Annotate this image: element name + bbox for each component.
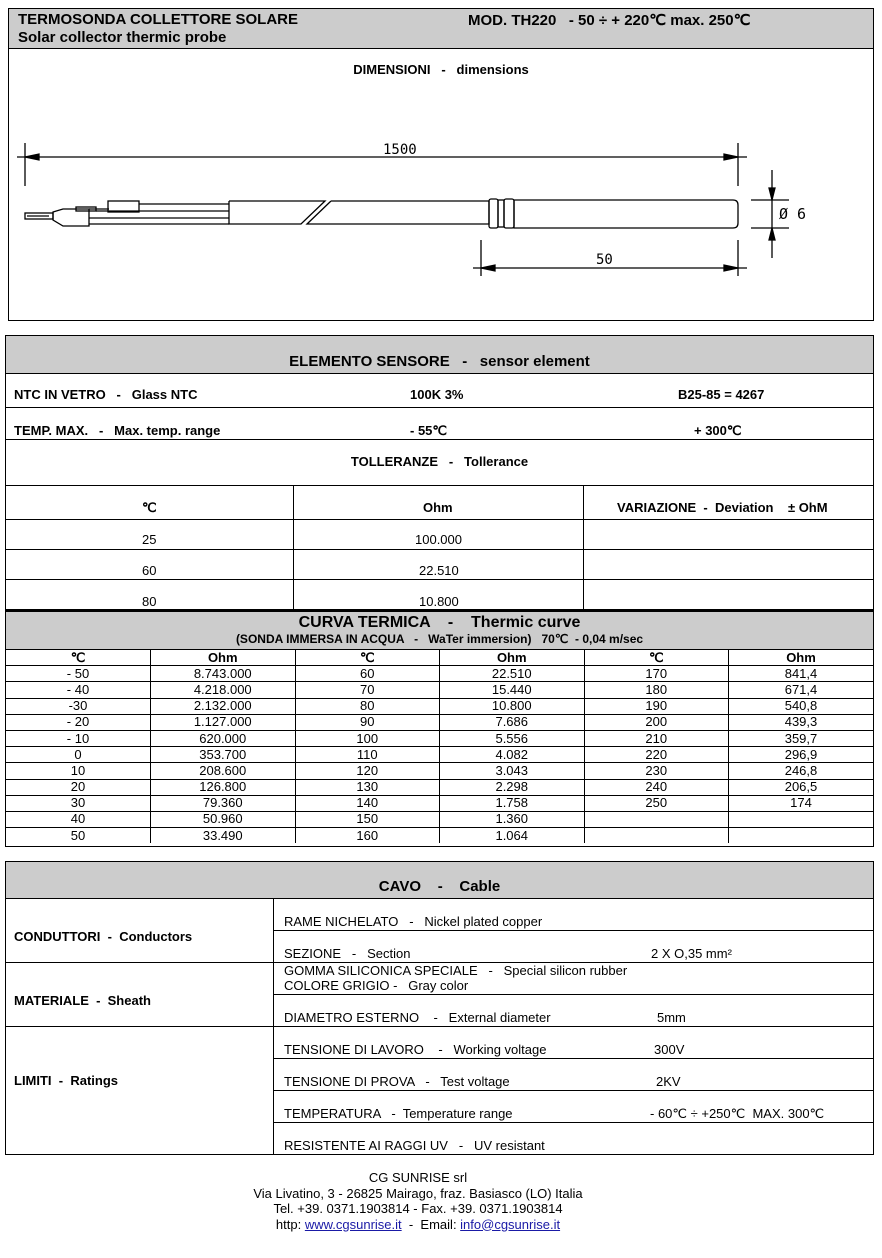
temperature-cell: 150 — [295, 811, 440, 827]
temp-max-value: + 300℃ — [694, 423, 742, 438]
temperature-cell: 20 — [6, 779, 151, 795]
temperature-cell: 100 — [295, 730, 440, 746]
temperature-cell: 80 — [295, 698, 440, 714]
title-english: Solar collector thermic probe — [18, 29, 227, 46]
temperature-cell: 90 — [295, 714, 440, 730]
temperature-cell: - 10 — [6, 730, 151, 746]
temperature-cell: 140 — [295, 795, 440, 811]
resistance-cell: Ohm — [151, 650, 296, 666]
tolerance-ohm: 10.800 — [419, 594, 459, 609]
conductors-label: CONDUTTORI - Conductors — [14, 929, 193, 944]
thermic-curve-row — [6, 698, 873, 714]
temperature-cell: - 20 — [6, 714, 151, 730]
temperature-cell: 170 — [584, 666, 729, 682]
resistance-cell — [729, 828, 874, 844]
tolerance-header-temp: ℃ — [142, 500, 157, 515]
resistance-cell: 5.556 — [440, 730, 585, 746]
resistance-cell: 540,8 — [729, 698, 874, 714]
tolerance-ohm: 100.000 — [415, 532, 462, 547]
divider — [273, 930, 874, 931]
thermic-curve-row — [6, 747, 873, 763]
sensor-element-header — [6, 336, 873, 374]
resistance-cell: 353.700 — [151, 747, 296, 763]
temperature-label: TEMPERATURA - Temperature range — [284, 1106, 513, 1121]
company-phone: Tel. +39. 0371.1903814 - Fax. +39. 0371.1903814 — [273, 1201, 563, 1216]
cable-section — [5, 861, 874, 1155]
title-italian: TERMOSONDA COLLETTORE SOLARE — [18, 11, 299, 28]
thermic-curve-row — [6, 811, 873, 827]
temperature-cell: - 40 — [6, 682, 151, 698]
resistance-cell: 174 — [729, 795, 874, 811]
thermic-curve-title: CURVA TERMICA - Thermic curve — [298, 614, 581, 631]
diameter-label: DIAMETRO ESTERNO - External diameter — [284, 1010, 551, 1025]
working-voltage-value: 300V — [654, 1042, 685, 1057]
temperature-cell: ℃ — [6, 650, 151, 666]
divider — [273, 1090, 874, 1091]
resistance-cell: 296,9 — [729, 747, 874, 763]
thermic-curve-section — [5, 610, 874, 847]
tolerance-ohm: 22.510 — [419, 563, 459, 578]
sheath-label: MATERIALE - Sheath — [14, 993, 151, 1008]
uv-resistant-label: RESISTENTE AI RAGGI UV - UV resistant — [284, 1138, 545, 1153]
thermic-curve-row — [6, 682, 873, 698]
resistance-cell: 2.298 — [440, 779, 585, 795]
resistance-cell: 8.743.000 — [151, 666, 296, 682]
resistance-cell: 33.490 — [151, 828, 296, 844]
temperature-cell — [584, 811, 729, 827]
probe-drawing-icon — [9, 48, 875, 321]
company-address: Via Livatino, 3 - 26825 Mairago, fraz. Basiasco (LO) Italia — [253, 1185, 583, 1201]
email-link[interactable]: info@cgsunrise.it — [460, 1216, 561, 1232]
temperature-cell: 60 — [295, 666, 440, 682]
sensor-element-title: ELEMENTO SENSORE - sensor element — [289, 353, 590, 370]
resistance-cell: 3.043 — [440, 763, 585, 779]
column-divider — [273, 899, 274, 1155]
document-header — [8, 8, 874, 49]
temperature-cell: 190 — [584, 698, 729, 714]
temperature-cell: 40 — [6, 811, 151, 827]
temperature-cell: 220 — [584, 747, 729, 763]
resistance-cell: 79.360 — [151, 795, 296, 811]
divider — [273, 1122, 874, 1123]
temperature-cell: ℃ — [295, 650, 440, 666]
thermic-curve-table — [6, 649, 873, 843]
resistance-cell: 22.510 — [440, 666, 585, 682]
thermic-curve-row — [6, 730, 873, 746]
section-label: SEZIONE - Section — [284, 946, 411, 961]
temperature-cell: 110 — [295, 747, 440, 763]
resistance-cell: 1.127.000 — [151, 714, 296, 730]
temperature-cell: 30 — [6, 795, 151, 811]
resistance-cell: 10.800 — [440, 698, 585, 714]
temperature-cell: 0 — [6, 747, 151, 763]
resistance-cell: 620.000 — [151, 730, 296, 746]
http-label: http: — [275, 1216, 305, 1232]
probe-length-label: 50 — [596, 252, 613, 268]
divider — [6, 485, 873, 486]
company-footer — [0, 1170, 836, 1232]
resistance-cell: 359,7 — [729, 730, 874, 746]
resistance-cell: 439,3 — [729, 714, 874, 730]
divider — [273, 1058, 874, 1059]
resistance-cell: 1.758 — [440, 795, 585, 811]
total-length-label: 1500 — [383, 142, 417, 158]
thermic-curve-row — [6, 763, 873, 779]
tolerance-header-deviation: VARIAZIONE - Deviation ± OhM — [617, 500, 828, 515]
resistance-cell: 208.600 — [151, 763, 296, 779]
email-label: - Email: — [401, 1216, 461, 1232]
divider — [6, 549, 873, 550]
test-voltage-value: 2KV — [656, 1074, 681, 1089]
divider — [6, 579, 873, 580]
column-divider — [293, 485, 294, 609]
temperature-cell: - 50 — [6, 666, 151, 682]
dimensions-caption: DIMENSIONI - dimensions — [353, 62, 529, 77]
thermic-curve-header — [6, 612, 873, 649]
sensor-element-section — [5, 335, 874, 610]
tolerance-header-ohm: Ohm — [423, 500, 453, 515]
sheath-material: GOMMA SILICONICA SPECIALE - Special silicon rubber — [284, 963, 628, 978]
temperature-cell: 180 — [584, 682, 729, 698]
resistance-cell: 4.082 — [440, 747, 585, 763]
thermic-curve-row — [6, 828, 873, 844]
resistance-cell: 126.800 — [151, 779, 296, 795]
resistance-cell — [729, 811, 874, 827]
resistance-cell: 246,8 — [729, 763, 874, 779]
cable-header — [6, 862, 873, 899]
resistance-cell: 7.686 — [440, 714, 585, 730]
thermic-curve-row — [6, 714, 873, 730]
divider — [6, 407, 873, 408]
temperature-cell: 250 — [584, 795, 729, 811]
thermic-curve-row — [6, 666, 873, 682]
temperature-cell: 200 — [584, 714, 729, 730]
thermic-curve-row — [6, 795, 873, 811]
divider — [273, 994, 874, 995]
working-voltage-label: TENSIONE DI LAVORO - Working voltage — [284, 1042, 547, 1057]
divider — [6, 519, 873, 520]
company-name: CG SUNRISE srl — [368, 1170, 468, 1185]
tolerance-temp: 25 — [142, 532, 157, 547]
tolerance-temp: 60 — [142, 563, 157, 578]
temperature-cell: 120 — [295, 763, 440, 779]
test-voltage-label: TENSIONE DI PROVA - Test voltage — [284, 1074, 510, 1089]
resistance-cell: 2.132.000 — [151, 698, 296, 714]
ntc-label: NTC IN VETRO - Glass NTC — [14, 387, 198, 402]
temperature-cell: 240 — [584, 779, 729, 795]
resistance-cell: 4.218.000 — [151, 682, 296, 698]
website-link[interactable]: www.cgsunrise.it — [304, 1216, 402, 1232]
dimensions-drawing — [8, 48, 874, 321]
diameter-label: Ø 6 — [779, 205, 807, 223]
resistance-cell: Ohm — [729, 650, 874, 666]
resistance-cell: 1.360 — [440, 811, 585, 827]
diameter-value: 5mm — [657, 1010, 686, 1025]
temp-max-label: TEMP. MAX. - Max. temp. range — [14, 423, 221, 438]
ntc-resistance: 100K 3% — [410, 387, 464, 402]
thermic-curve-row — [6, 779, 873, 795]
resistance-cell: 841,4 — [729, 666, 874, 682]
company-contacts — [0, 1217, 836, 1233]
temperature-cell — [584, 828, 729, 844]
ratings-label: LIMITI - Ratings — [14, 1073, 118, 1088]
sheath-color: COLORE GRIGIO - Gray color — [284, 978, 469, 993]
ntc-beta: B25-85 = 4267 — [678, 387, 765, 402]
column-divider — [583, 485, 584, 609]
resistance-cell: 1.064 — [440, 828, 585, 844]
thermic-curve-header-row — [6, 650, 873, 666]
section-value: 2 X O,35 mm² — [651, 946, 732, 961]
resistance-cell: 206,5 — [729, 779, 874, 795]
temperature-cell: 160 — [295, 828, 440, 844]
model-spec: MOD. TH220 - 50 ÷ + 220℃ max. 250℃ — [468, 12, 751, 29]
resistance-cell: Ohm — [440, 650, 585, 666]
temperature-cell: 130 — [295, 779, 440, 795]
temperature-cell: 70 — [295, 682, 440, 698]
tolerance-temp: 80 — [142, 594, 157, 609]
temperature-cell: 50 — [6, 828, 151, 844]
divider — [6, 1026, 873, 1027]
resistance-cell: 50.960 — [151, 811, 296, 827]
conductors-material: RAME NICHELATO - Nickel plated copper — [284, 914, 543, 929]
temperature-cell: ℃ — [584, 650, 729, 666]
thermic-curve-subtitle: (SONDA IMMERSA IN ACQUA - WaTer immersion) 70℃ - 0,04 m/sec — [235, 632, 644, 646]
divider — [6, 439, 873, 440]
cable-title: CAVO - Cable — [378, 878, 501, 895]
temperature-cell: 230 — [584, 763, 729, 779]
temperature-cell: 10 — [6, 763, 151, 779]
resistance-cell: 15.440 — [440, 682, 585, 698]
temperature-value: - 60℃ ÷ +250℃ MAX. 300℃ — [650, 1106, 825, 1121]
temp-min-value: - 55℃ — [410, 423, 448, 438]
temperature-cell: -30 — [6, 698, 151, 714]
temperature-cell: 210 — [584, 730, 729, 746]
resistance-cell: 671,4 — [729, 682, 874, 698]
tolerance-title: TOLLERANZE - Tollerance — [350, 454, 529, 469]
